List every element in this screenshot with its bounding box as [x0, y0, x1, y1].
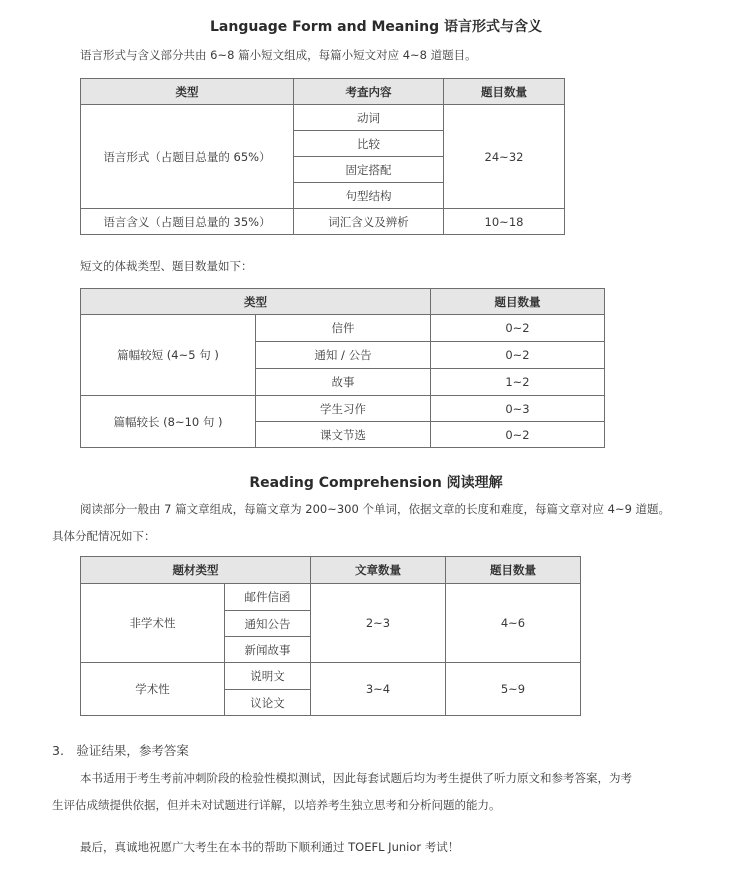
section3-para-line2: 生评估成绩提供依据，但并未对试题进行详解，以培养考生独立思考和分析问题的能力。: [52, 798, 501, 812]
table3-type-academic: 学术性: [81, 663, 225, 716]
section1-intro: 语言形式与含义部分共由 6~8 篇小短文组成，每篇小短文对应 4~8 道题目。: [80, 48, 477, 62]
table-genre: [80, 288, 605, 448]
table1-item: 固定搭配: [294, 157, 444, 183]
table2-genre: 通知 / 公告: [256, 342, 431, 369]
table2-count: 0~2: [431, 342, 605, 369]
table3-header-type: 题材类型: [81, 557, 311, 584]
section2-intro-line1: 阅读部分一般由 7 篇文章组成，每篇文章为 200~300 个单词，依据文章的长度和难度，每篇文章对应 4~9 道题。: [80, 502, 671, 516]
table1-header-content: 考查内容: [294, 79, 444, 105]
table2-count: 1~2: [431, 369, 605, 396]
table3-header-articles: 文章数量: [311, 557, 446, 584]
section-title-language-form: Language Form and Meaning 语言形式与含义: [210, 19, 542, 35]
table3-item: 邮件信函: [225, 584, 311, 611]
table3-questions-academic: 5~9: [446, 663, 581, 716]
section-title-reading: Reading Comprehension 阅读理解: [249, 475, 503, 491]
table3-articles-nonacademic: 2~3: [311, 584, 446, 663]
table-language-form: [80, 78, 565, 235]
table2-header-type: 类型: [81, 289, 431, 315]
table1-item: 动词: [294, 105, 444, 131]
table3-item: 说明文: [225, 663, 311, 690]
table1-type-form: 语言形式（占题目总量的 65%）: [81, 105, 294, 209]
table3-questions-nonacademic: 4~6: [446, 584, 581, 663]
table1-item: 词汇含义及辨析: [294, 209, 444, 235]
table3-item: 新闻故事: [225, 637, 311, 663]
table1-item: 句型结构: [294, 183, 444, 209]
table1-type-meaning: 语言含义（占题目总量的 35%）: [81, 209, 294, 235]
table1-item: 比较: [294, 131, 444, 157]
table1-count-meaning: 10~18: [444, 209, 565, 235]
table3-type-nonacademic: 非学术性: [81, 584, 225, 663]
table3-articles-academic: 3~4: [311, 663, 446, 716]
table2-count: 0~2: [431, 422, 605, 448]
closing-line: 最后，真诚地祝愿广大考生在本书的帮助下顺利通过 TOEFL Junior 考试！: [80, 840, 460, 854]
table3-header-questions: 题目数量: [446, 557, 581, 584]
table1-count-form: 24~32: [444, 105, 565, 209]
table2-type-short: 篇幅较短 (4~5 句 ): [81, 315, 256, 396]
table1-header-type: 类型: [81, 79, 294, 105]
table-reading: [80, 556, 581, 716]
table2-count: 0~3: [431, 396, 605, 422]
section3-heading: 3. 验证结果，参考答案: [52, 743, 189, 758]
table2-header-count: 题目数量: [431, 289, 605, 315]
table2-genre: 课文节选: [256, 422, 431, 448]
table2-genre: 故事: [256, 369, 431, 396]
table2-genre: 学生习作: [256, 396, 431, 422]
table1-header-count: 题目数量: [444, 79, 565, 105]
section1-subintro: 短文的体裁类型、题目数量如下：: [80, 259, 253, 273]
table2-genre: 信件: [256, 315, 431, 342]
section2-intro-line2: 具体分配情况如下：: [52, 529, 156, 543]
section3-para-line1: 本书适用于考生考前冲刺阶段的检验性模拟测试，因此每套试题后均为考生提供了听力原文和参考答案，为考: [80, 771, 632, 785]
table3-item: 议论文: [225, 690, 311, 716]
table2-type-long: 篇幅较长 (8~10 句 ): [81, 396, 256, 448]
table3-item: 通知公告: [225, 611, 311, 637]
table2-count: 0~2: [431, 315, 605, 342]
